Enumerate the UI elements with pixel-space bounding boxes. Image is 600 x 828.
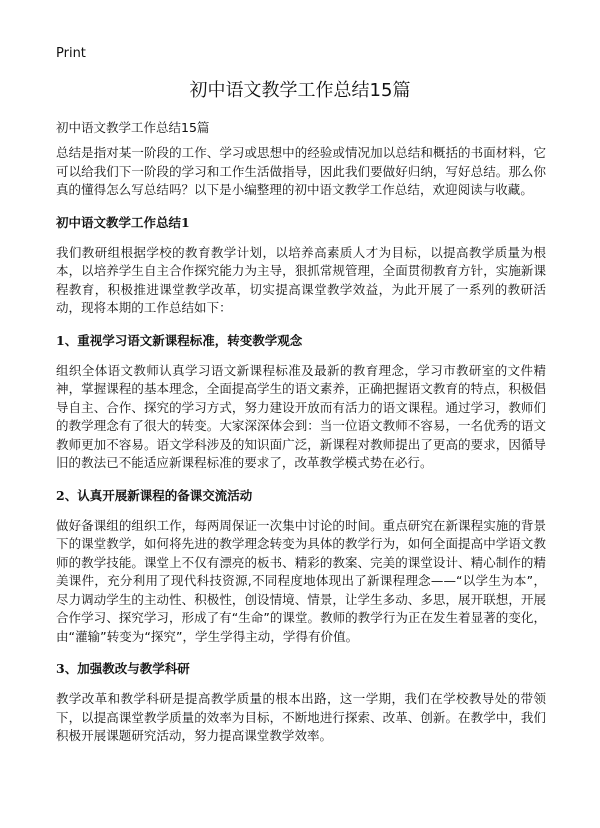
intro-paragraph: 总结是指对某一阶段的工作、学习或思想中的经验或情况加以总结和概括的书面材料，它可以给我们下一阶段的学习和工作生活做指导，因此我们要做好归纳，写好总结。那么你真的懂得怎么写总结吗？以下是小编整理的初中语文教学工作总结，欢迎阅读与收藏。 bbox=[56, 145, 546, 197]
subsection-heading-2: 2、认真开展新课程的备课交流活动 bbox=[56, 487, 253, 503]
document-body bbox=[56, 118, 546, 758]
subsection-3-paragraph: 教学改革和教学科研是提高教学质量的根本出路，这一学期，我们在学校教导处的带领下，以提高课堂教学质量的效率为目标，不断地进行探索、改革、创新。在教学中，我们积极开展课题研究活动，努力提高课堂教学效率。 bbox=[56, 691, 546, 743]
section-1-paragraph: 我们教研组根据学校的教育教学计划，以培养高素质人才为目标，以提高教学质量为根本，以培养学生自主合作探究能力为主导，狠抓常规管理，全面贯彻教育方针，实施新课程教育，积极推进课堂教学改革，切实提高课堂教学效益，为此开展了一系列的教研活动，现将本期的工作总结如下： bbox=[56, 244, 546, 315]
document-subtitle: 初中语文教学工作总结15篇 bbox=[56, 120, 210, 135]
subsection-heading-1: 1、重视学习语文新课程标准，转变教学观念 bbox=[56, 332, 303, 348]
subsection-heading-3: 3、加强教改与教学科研 bbox=[56, 661, 190, 676]
print-link[interactable]: Print bbox=[56, 46, 86, 61]
subsection-2-paragraph: 做好备课组的组织工作，每两周保证一次集中讨论的时间。重点研究在新课程实施的背景下的课堂教学，如何将先进的教学理念转变为具体的教学行为，如何全面提高中学语文教师的教学技能。课堂上不仅有漂亮的板书、精彩的教案、完美的课堂设计、精心制作的精美课件，充分利用了现代科技资源,不同程度地体现出了新课程理念——“以学生为本”，尽力调动学生的主动性、积极性，创设情境、情景，让学生多动、多思，展开联想，开展合作学习、探究学习，形成了有“生命”的课堂。教师的教学行为正在发生着显著的变化，由“灌输”转变为“探究”，学生学得主动，学得有价值。 bbox=[56, 517, 546, 644]
page-title: 初中语文教学工作总结15篇 bbox=[189, 80, 411, 101]
subsection-1-paragraph: 组织全体语文教师认真学习语文新课程标准及最新的教育理念，学习市教研室的文件精神，掌握课程的基本理念，全面提高学生的语文素养，正确把握语文教育的特点，积极倡导自主、合作、探究的学习方式，努力建设开放而有活力的语文课程。通过学习，教师们的教学理念有了很大的转变。大家深深体会到：当一位语文教师不容易，一名优秀的语文教师更加不容易。语文学科涉及的知识面广泛，新课程对教师提出了更高的要求，因循导旧的教法已不能适应新课程标准的要求了，改革教学模式势在必行。 bbox=[56, 362, 546, 470]
section-heading-1: 初中语文教学工作总结1 bbox=[56, 214, 190, 230]
